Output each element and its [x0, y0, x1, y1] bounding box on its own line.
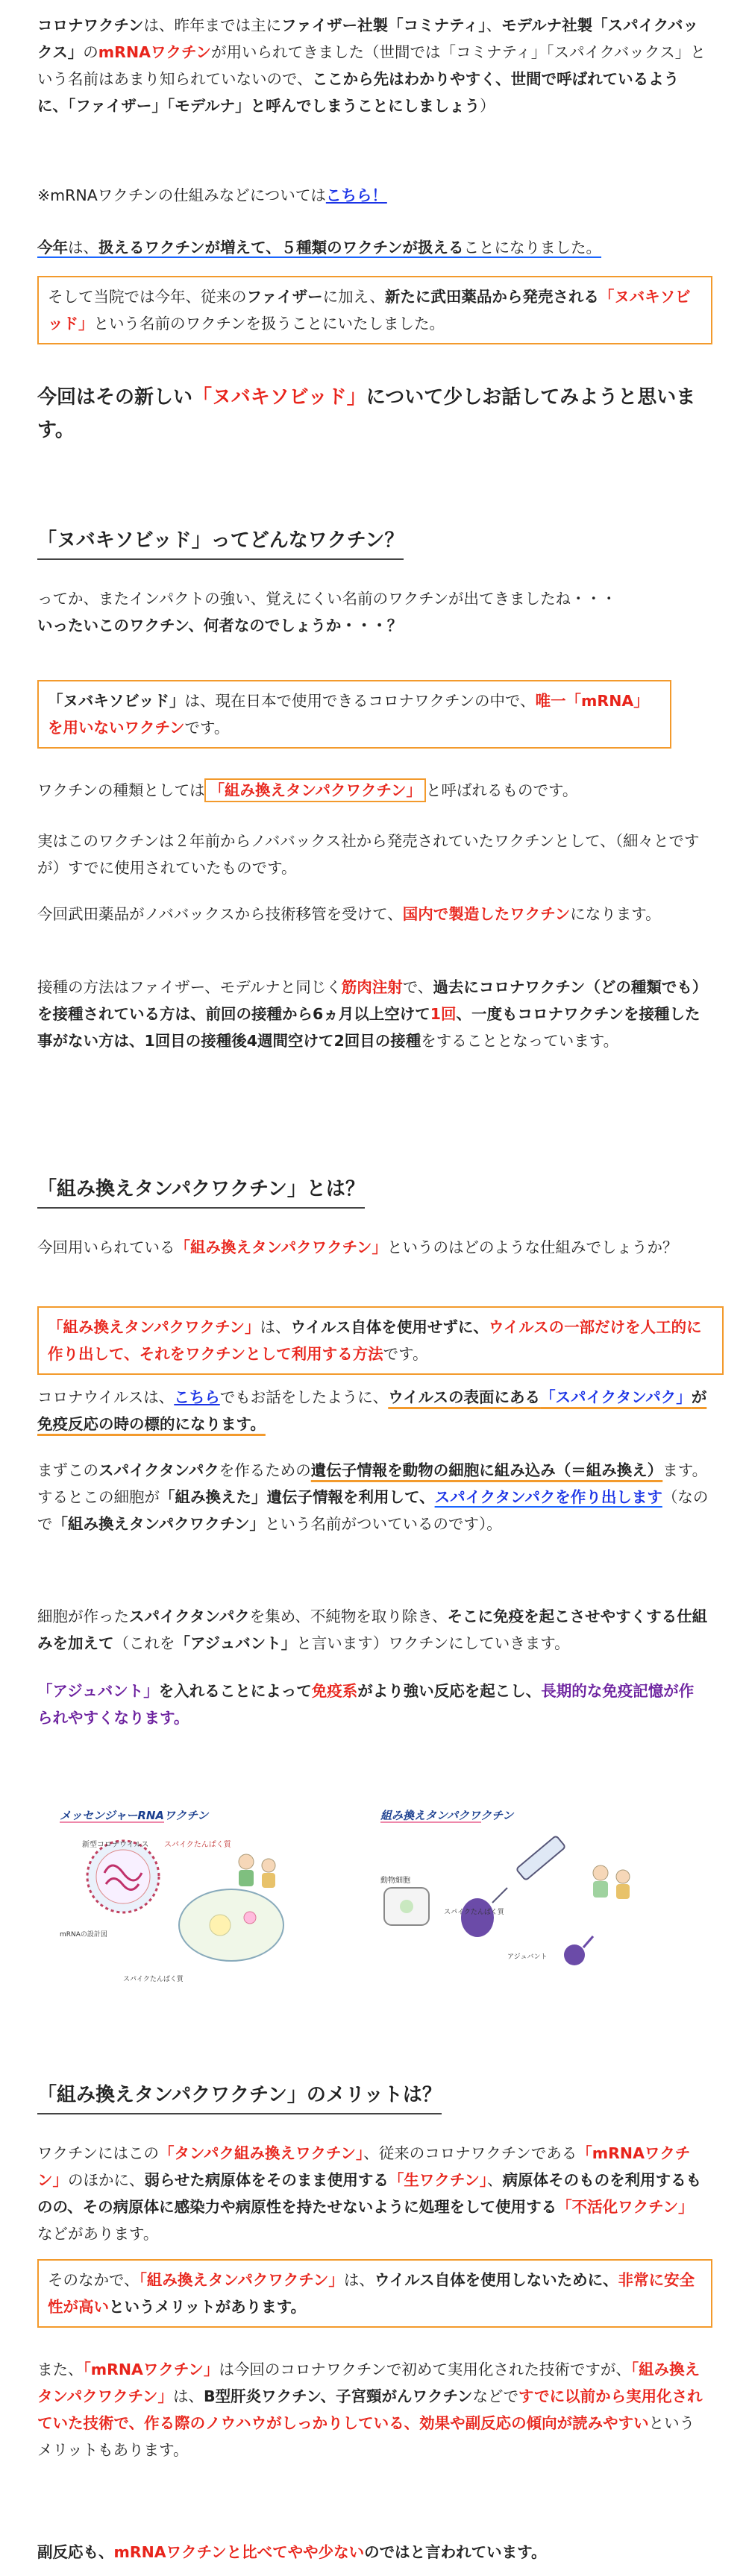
text: ※mRNAワクチンの仕組みなどについては: [37, 186, 326, 204]
text: です。: [383, 1345, 428, 1363]
text: 「生ワクチン」: [388, 2171, 488, 2189]
text: 筋肉注射: [341, 978, 403, 996]
text: で、: [402, 978, 433, 996]
heading-text: 「ヌバキソビッド」ってどんなワクチン？: [37, 526, 404, 560]
text: が免疫反応の時の標的になります。: [37, 1388, 707, 1433]
section3-p2: [37, 2356, 709, 2463]
text: ってか、またインパクトの強い、覚えにくい名前のワクチンが出てきましたね・・・: [37, 590, 617, 608]
text: 、: [487, 2171, 503, 2189]
text: です。: [184, 719, 230, 737]
text: に加え、: [322, 288, 385, 306]
text: スパイクタンパクを作り出します: [434, 1488, 662, 1506]
right-label-cell: 動物細胞: [380, 1877, 410, 1885]
heading-text: 「組み換えタンパクワクチン」のメリットは？: [37, 2080, 442, 2114]
vaccine-count-paragraph: [37, 234, 601, 261]
box-text: [48, 2267, 702, 2320]
text: という名前がついているのです）: [265, 1515, 487, 1533]
left-label-spike-bottom: スパイクたんぱく質: [123, 1976, 184, 1983]
text: 扱えるワクチンが増えて、５種類のワクチンが扱える: [98, 239, 464, 256]
text: 、: [486, 16, 502, 34]
intro-lead: [37, 381, 716, 447]
illustration-svg: [52, 1806, 664, 2000]
text: ウイルス自体を使用しないために、: [374, 2271, 618, 2289]
text: というのはどのような仕組みでしょうか？: [387, 1238, 678, 1256]
text: などで: [472, 2387, 518, 2405]
text: ウイルス自体を使用せずに、: [290, 1318, 489, 1336]
section2-p3: [37, 1457, 709, 1537]
text: は、昨年までは主に: [143, 16, 281, 34]
section1-p5: [37, 901, 661, 928]
text: 免疫系: [311, 1682, 358, 1700]
text: を入れることによって: [158, 1682, 312, 1700]
text: ことになりました。: [463, 239, 602, 256]
text: 副反応も、: [37, 2543, 114, 2561]
text: について少しお話してみようと思います。: [37, 386, 696, 441]
text: 「組み換えた」遺伝子情報を利用して、: [160, 1488, 435, 1506]
text: 遺伝子情報を動物の細胞に組み込み（＝組み換え）: [310, 1461, 663, 1479]
text: 非常に安全性が高い: [48, 2271, 695, 2316]
text: mRNAワクチン: [98, 43, 211, 61]
text: ウイルスの表面にある: [388, 1388, 541, 1406]
text: 過去にコロナワクチン（どの種類でも）を接種されている方は、前回の接種から6ヵ月以上空けて: [37, 978, 708, 1023]
right-label-adjuvant: アジュバント: [507, 1953, 548, 1961]
highlight-box-definition: [37, 1306, 724, 1375]
text: 実はこのワクチンは２年前からノババックス社から発売されていたワクチンとして、（細々とですが）すでに使用されていたものです。: [37, 832, 700, 877]
highlight-box-nuvaxovid: [37, 276, 712, 344]
section1-p4: [37, 828, 709, 881]
text: ）: [480, 97, 495, 115]
text: 今回はその新しい: [37, 386, 193, 409]
text: 、従来のコロナワクチンである: [363, 2144, 577, 2162]
text: 「組み換えタンパクワクチン」: [52, 1515, 266, 1533]
left-label-mrna: mRNAの設計図: [60, 1931, 107, 1939]
text: をすることとなっています。: [421, 1032, 619, 1050]
text: というメリットもあります。: [37, 2414, 695, 2459]
section1-p3: [37, 777, 577, 804]
left-panel-title: メッセンジャーRNAワクチン: [60, 1809, 209, 1822]
immune-cell-icon: [564, 1936, 593, 1965]
text: がより強い反応を起こし、: [357, 1682, 542, 1700]
text: を集め、不純物を取り除き、: [249, 1607, 448, 1625]
text: （これを: [113, 1634, 175, 1652]
text: コロナウイルスは、: [37, 1388, 175, 1406]
section-heading-merits: [37, 2080, 442, 2114]
text: でもお話をしたように、: [219, 1388, 389, 1406]
text: 「組み換えタンパクワクチン」: [37, 2361, 700, 2405]
text: 長期的な免疫記憶が作られやすくなります。: [37, 1682, 695, 1727]
text: と呼ばれるものです。: [426, 781, 578, 799]
text: 「組み換えタンパクワクチン」: [48, 1318, 260, 1336]
section2-p5: [37, 1603, 709, 1657]
vaccine-comparison-illustration: [52, 1806, 664, 2000]
text: 新たに武田薬品から発売される: [384, 288, 599, 306]
section-heading-recombinant: [37, 1174, 365, 1209]
text: 「ヌバキソビッド」: [48, 288, 691, 333]
syringe-icon: [461, 1836, 565, 1937]
text: ここから先はわかりやすく、世間で呼ばれているように、「ファイザー」「モデルナ」と呼んでしまうことにしましょう: [37, 70, 680, 115]
text: 「mRNAワクチン」: [37, 2144, 691, 2189]
text: のほかに、: [68, 2171, 145, 2189]
right-panel-title: 組み換えタンパクワクチン: [380, 1809, 514, 1822]
text: そのなかで、: [48, 2271, 140, 2289]
text: （なので: [37, 1488, 709, 1533]
text: ウイルスの一部だけを人工的に作り出して、それをワクチンとして利用する方法: [48, 1318, 702, 1363]
text: 今年: [37, 239, 68, 256]
text: のではと言われています。: [364, 2543, 547, 2561]
text: という名前のワクチンを扱うことにいたしました。: [93, 315, 445, 333]
cell-icon: [179, 1889, 283, 1961]
text: コロナワクチン: [37, 16, 144, 34]
text: また、: [37, 2361, 84, 2378]
text: B型肝炎ワクチン、子宮頸がんワクチン: [204, 2387, 473, 2405]
highlight-box-safety: [37, 2259, 712, 2328]
text: そして当院では今年、従来の: [48, 288, 247, 306]
box-text: [48, 687, 661, 741]
heading-text: 「組み換えタンパクワクチン」とは？: [37, 1174, 365, 1209]
doctor-icon: [239, 1854, 275, 1888]
mrna-note: [37, 182, 387, 209]
text: 「不活化ワクチン」: [557, 2198, 694, 2216]
section2-p6: [37, 1678, 709, 1731]
patient-icon: [593, 1865, 630, 1899]
section1-p1: [37, 585, 617, 639]
text: モデルナ社製「スパイクバックス」: [37, 16, 699, 61]
left-label-spike: スパイクたんぱく質: [164, 1841, 231, 1849]
text: すでに以前から実用化されていた技術で、作る際のノウハウがしっかりしている、効果や副反応の傾向が読みやすい: [37, 2387, 703, 2432]
text: いったいこのワクチン、何者なのでしょうか・・・？: [37, 617, 403, 634]
text: スパイクタンパク: [98, 1461, 219, 1479]
text: ファイザー: [246, 288, 323, 306]
text: は、: [260, 1318, 291, 1336]
mrna-link[interactable]: こちら！: [325, 186, 387, 204]
section2-p1: [37, 1234, 678, 1261]
text: ます。: [662, 1461, 708, 1479]
text: そこに免疫を起こさせやすくする仕組みを加えて: [37, 1607, 708, 1652]
text: 「組み換えタンパクワクチン」: [204, 778, 426, 802]
text: ワクチンにはこの: [37, 2144, 159, 2162]
text: 「タンパク組み換えワクチン」: [158, 2144, 364, 2162]
text: などがあります。: [37, 2225, 159, 2243]
text: ワクチンの種類としては: [37, 781, 205, 799]
text: 細胞が作った: [37, 1607, 129, 1625]
virus-icon: [87, 1841, 159, 1912]
right-label-spike: スパイクたんぱく質: [444, 1909, 504, 1916]
highlight-box-only-non-mrna: [37, 680, 671, 749]
text: 「ヌバキソビッド」: [192, 386, 366, 409]
text: と言います）ワクチンにしていきます。: [296, 1634, 570, 1652]
text: 「スパイクタンパク」: [540, 1388, 692, 1406]
section3-p1: [37, 2140, 709, 2247]
text: になります。: [570, 905, 661, 923]
text: を作るための: [219, 1461, 311, 1479]
text: は、: [68, 239, 98, 256]
text: は今回のコロナワクチンで初めて実用化された技術ですが、: [219, 2361, 631, 2378]
text: 病原体そのものを利用するものの、その病原体に感染力や病原性を持たせないように処理をして使用する: [37, 2171, 702, 2216]
section-heading-what-is: [37, 526, 404, 560]
text: 国内で製造したワクチン: [402, 905, 571, 923]
text: 今回用いられている: [37, 1238, 175, 1256]
text: 「mRNAワクチン」: [83, 2361, 219, 2378]
text: まずこの: [37, 1461, 98, 1479]
text: の: [83, 43, 98, 61]
text: 「組み換えタンパクワクチン」: [139, 2271, 344, 2289]
text: 「ヌバキソビッド」: [48, 692, 185, 710]
text: 、一度もコロナワクチンを接種した事がない方は、1回目の接種後4週間空けて2回目の接種: [37, 1005, 700, 1050]
text: するとこの細胞が: [37, 1488, 160, 1506]
box-text: [48, 283, 702, 337]
text: ファイザー社製「コミナティ」: [280, 16, 486, 34]
intro-paragraph: [37, 12, 709, 119]
section2-p2: [37, 1384, 709, 1437]
text: 接種の方法はファイザー、モデルナと同じく: [37, 978, 342, 996]
text: は、現在日本で使用できるコロナワクチンの中で、: [184, 692, 536, 710]
box-text: [48, 1314, 713, 1367]
text: は、: [343, 2271, 374, 2289]
animal-cell-icon: [384, 1888, 429, 1925]
text: 唯一「mRNA」を用いないワクチン: [48, 692, 649, 737]
coronavirus-link[interactable]: こちら: [174, 1388, 220, 1406]
text: 「組み換えタンパクワクチン」: [175, 1238, 388, 1256]
text: は、: [173, 2387, 204, 2405]
text: 今回武田薬品がノババックスから技術移管を受けて、: [37, 905, 403, 923]
text: というメリットがあります。: [109, 2298, 307, 2316]
section3-p3: [37, 2539, 547, 2566]
text: が用いられてきました（世間では「コミナティ」「スパイクバックス」という名前はあまり知られていないので、: [37, 43, 706, 88]
section1-p6: [37, 974, 709, 1054]
left-label-virus: 新型コロナウイルス: [82, 1841, 149, 1849]
text: 1回: [430, 1005, 457, 1023]
text: 「アジュバント」: [37, 1682, 159, 1700]
text: 「アジュバント」: [175, 1634, 297, 1652]
text: スパイクタンパク: [129, 1607, 250, 1625]
text: mRNAワクチンと比べてやや少ない: [113, 2543, 365, 2561]
text: 弱らせた病原体をそのまま使用する: [144, 2171, 389, 2189]
text: 。: [486, 1515, 502, 1533]
